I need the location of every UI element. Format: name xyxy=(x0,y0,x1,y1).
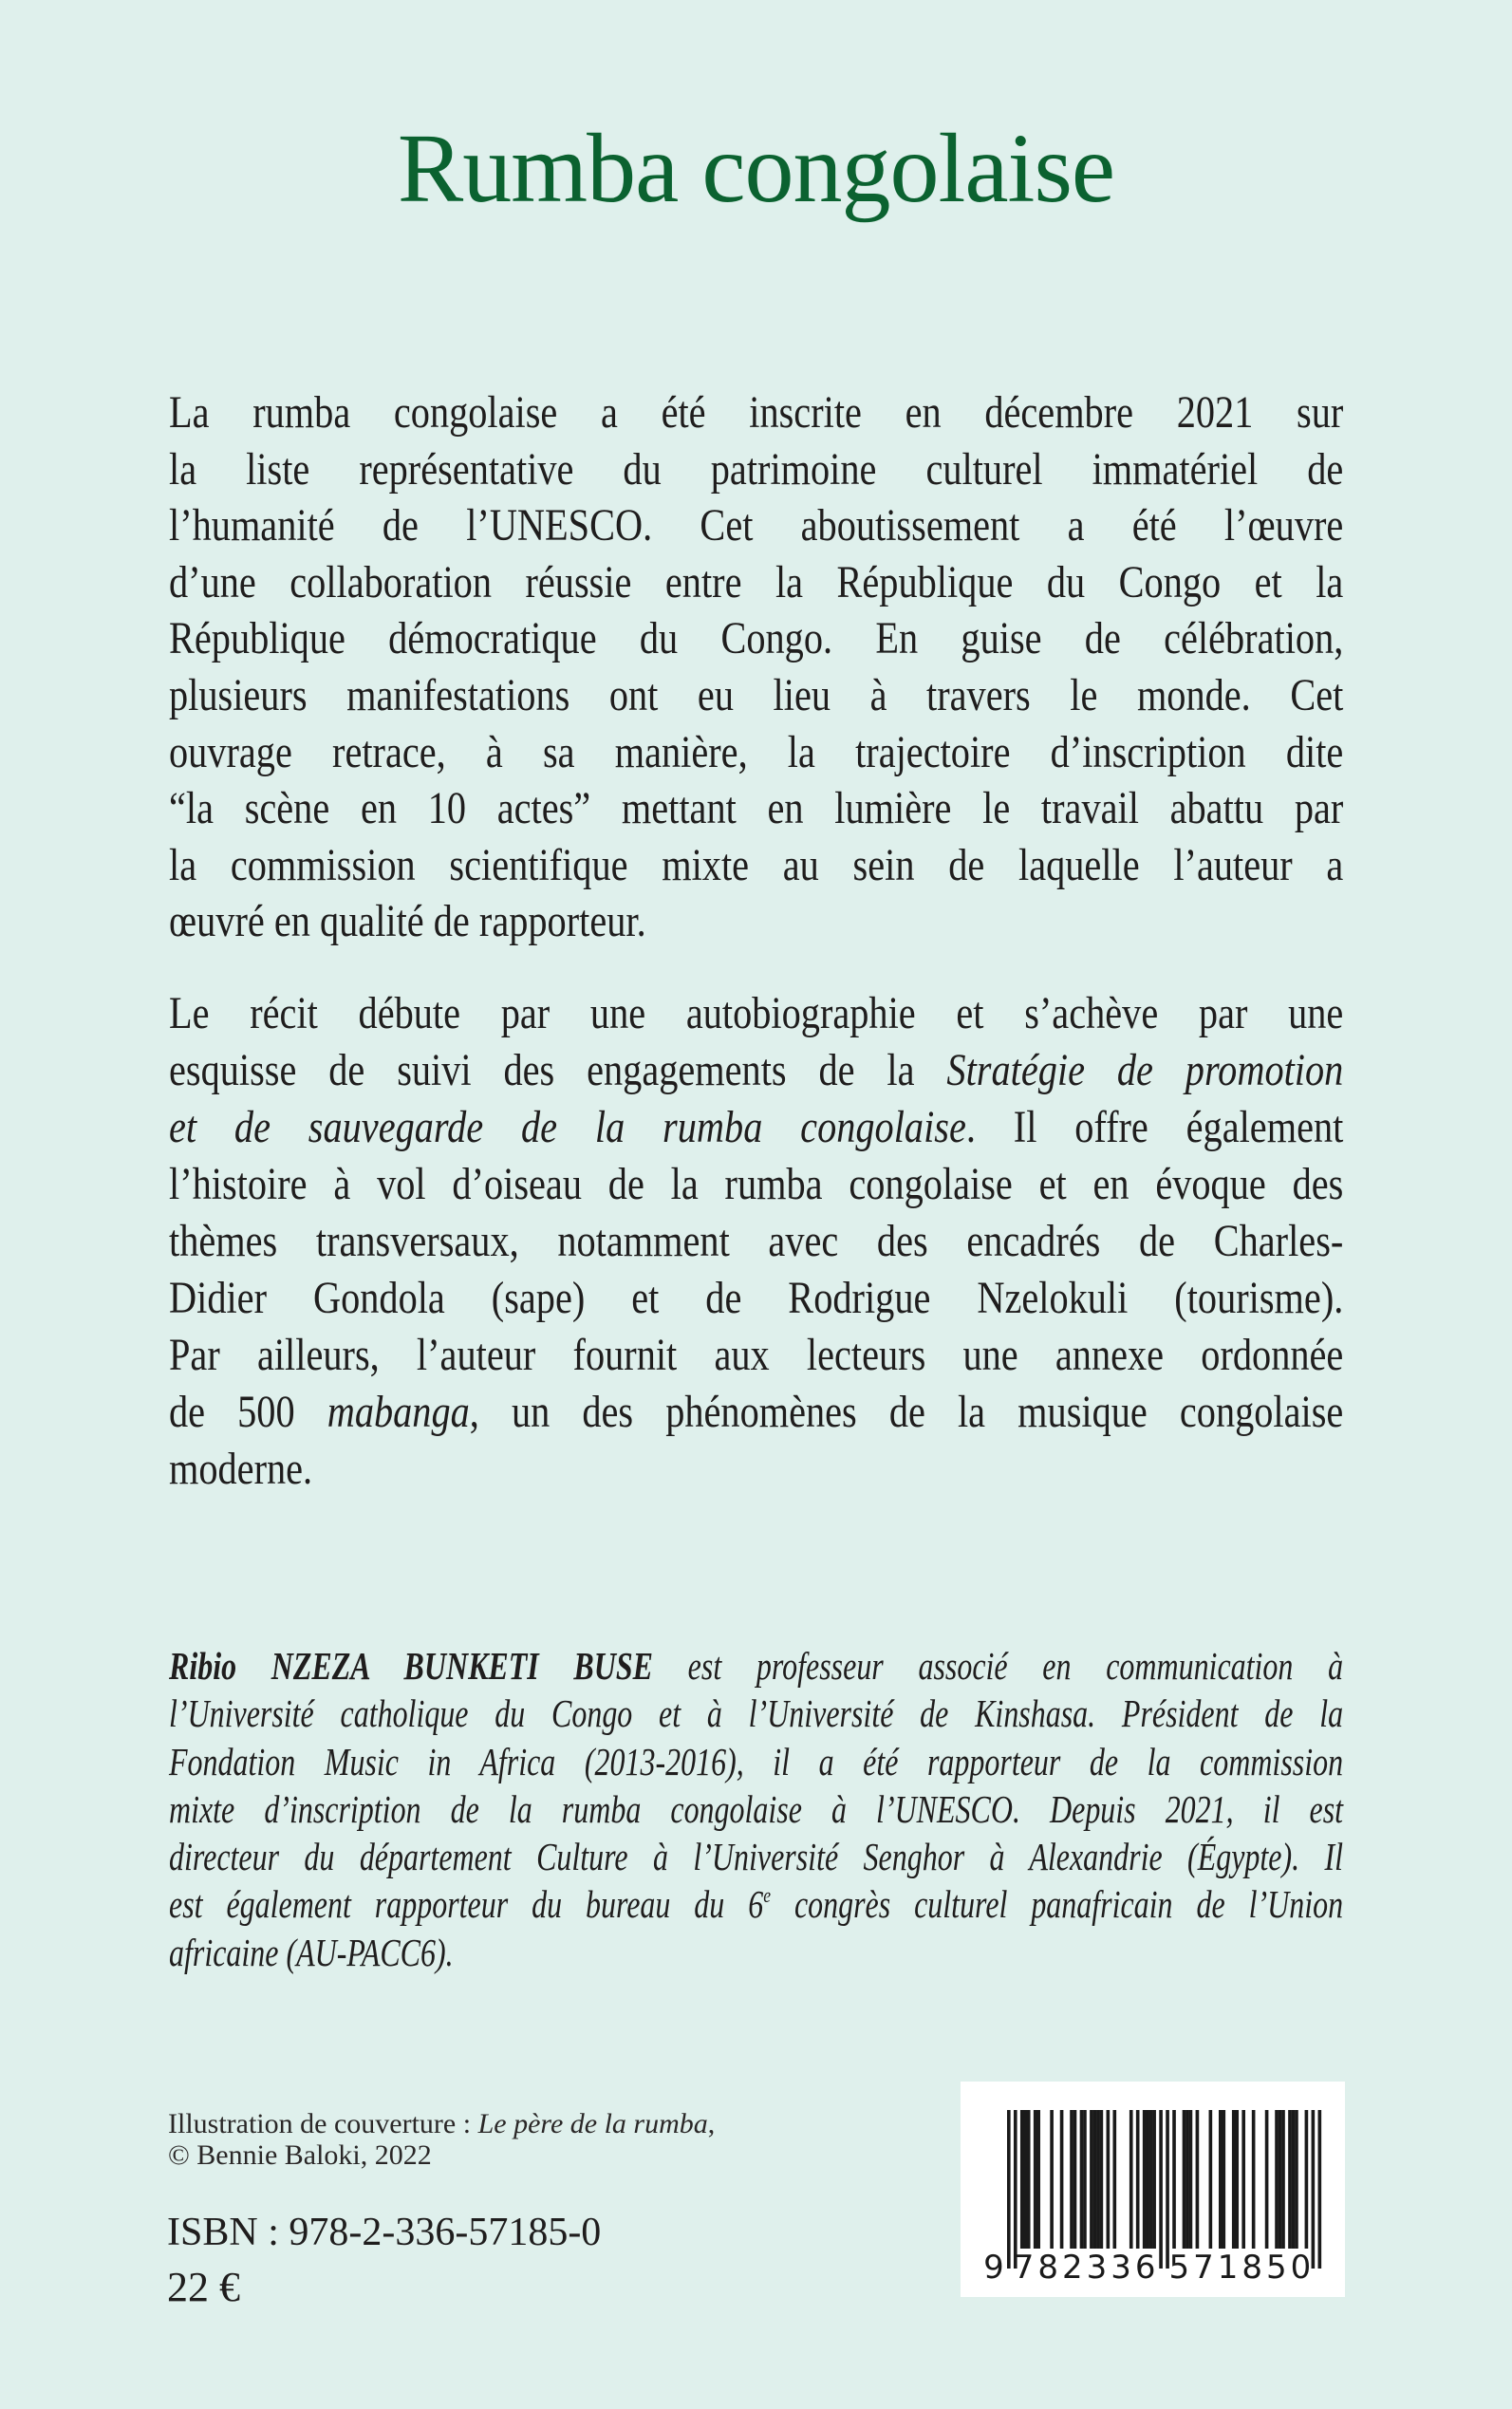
svg-text:782336: 782336 xyxy=(1013,2249,1160,2287)
svg-text:9: 9 xyxy=(983,2249,1004,2287)
text-line: œuvré en qualité de rapporteur. xyxy=(169,896,646,947)
text-line: d’une collaboration réussie entre la République du Congo et la xyxy=(169,556,1344,607)
illustration-title: Le père de la rumba xyxy=(477,2108,708,2139)
summary-paragraph-1 xyxy=(169,384,1343,950)
text-line: africaine (AU-PACC6). xyxy=(169,1930,454,1974)
text-line xyxy=(169,1099,1343,1156)
superscript: e xyxy=(763,1883,772,1908)
text-line: Le récit débute par une autobiographie et s’achève par une xyxy=(169,988,1344,1038)
summary-paragraph-2 xyxy=(169,985,1343,1498)
text-segment: congrès culturel panafricain de l’Union xyxy=(771,1882,1344,1927)
text-segment: . Il offre également xyxy=(965,1102,1344,1152)
text-line: La rumba congolaise a été inscrite en décembre 2021 sur xyxy=(169,387,1344,438)
italic-title-segment: Stratégie de promotion xyxy=(946,1045,1344,1095)
text-line xyxy=(169,1042,1343,1099)
cover-illustration-credit xyxy=(168,2108,715,2171)
text-line: directeur du département Culture à l’Université Senghor à Alexandrie (Égypte). Il xyxy=(169,1835,1344,1879)
ean13-barcode xyxy=(961,2082,1345,2297)
book-title: Rumba congolaise xyxy=(397,114,1115,223)
text-line: Par ailleurs, l’auteur fournit aux lecteurs une annexe ordonnée xyxy=(169,1330,1344,1380)
author-bio xyxy=(169,1642,1343,1976)
text-line: thèmes transversaux, notamment avec des encadrés de Charles- xyxy=(169,1216,1344,1266)
barcode-graphic xyxy=(961,2082,1345,2297)
illustration-line xyxy=(168,2108,715,2139)
text-line: Didier Gondola (sape) et de Rodrigue Nzelokuli (tourisme). xyxy=(169,1273,1344,1323)
text-segment: , un des phénomènes de la musique congolaise xyxy=(469,1387,1344,1437)
text-segment: de 500 xyxy=(169,1387,327,1437)
text-line: Fondation Music in Africa (2013-2016), il a été rapporteur de la commission xyxy=(169,1739,1344,1783)
punctuation: , xyxy=(707,2108,716,2139)
text-line: l’Université catholique du Congo et à l’Université de Kinshasa. Président de la xyxy=(169,1691,1344,1736)
text-line: ouvrage retrace, à sa manière, la trajectoire d’inscription dite xyxy=(169,726,1344,777)
italic-term-segment: mabanga xyxy=(327,1387,470,1437)
illustration-label: Illustration de couverture : xyxy=(168,2108,478,2139)
price: 22 € xyxy=(167,2264,240,2310)
text-line: la commission scientifique mixte au sein de laquelle l’auteur a xyxy=(169,839,1344,890)
text-segment: esquisse de suivi des engagements de la xyxy=(169,1045,947,1095)
text-segment: est professeur associé en communication à xyxy=(652,1644,1344,1688)
svg-text:571850: 571850 xyxy=(1168,2249,1316,2287)
text-line xyxy=(169,1384,1343,1441)
text-line: l’histoire à vol d’oiseau de la rumba congolaise et en évoque des xyxy=(169,1159,1344,1209)
text-line: plusieurs manifestations ont eu lieu à travers le monde. Cet xyxy=(169,669,1344,720)
italic-title-segment: et de sauvegarde de la rumba congolaise xyxy=(169,1102,966,1152)
text-segment: est également rapporteur du bureau du 6 xyxy=(169,1882,764,1927)
text-line: la liste représentative du patrimoine culturel immatériel de xyxy=(169,443,1344,495)
text-line xyxy=(169,1880,1343,1928)
author-name: Ribio NZEZA BUNKETI BUSE xyxy=(169,1644,653,1688)
text-line: mixte d’inscription de la rumba congolaise à l’UNESCO. Depuis 2021, il est xyxy=(169,1786,1344,1831)
text-line: moderne. xyxy=(169,1444,313,1494)
copyright-line: © Bennie Baloki, 2022 xyxy=(168,2139,432,2171)
text-line xyxy=(169,1642,1343,1690)
isbn: ISBN : 978-2-336-57185-0 xyxy=(167,2211,602,2254)
text-line: “la scène en 10 actes” mettant en lumière le travail abattu par xyxy=(169,783,1344,834)
text-line: République démocratique du Congo. En guise de célébration, xyxy=(169,613,1344,664)
text-line: l’humanité de l’UNESCO. Cet aboutissement a été l’œuvre xyxy=(169,500,1344,551)
